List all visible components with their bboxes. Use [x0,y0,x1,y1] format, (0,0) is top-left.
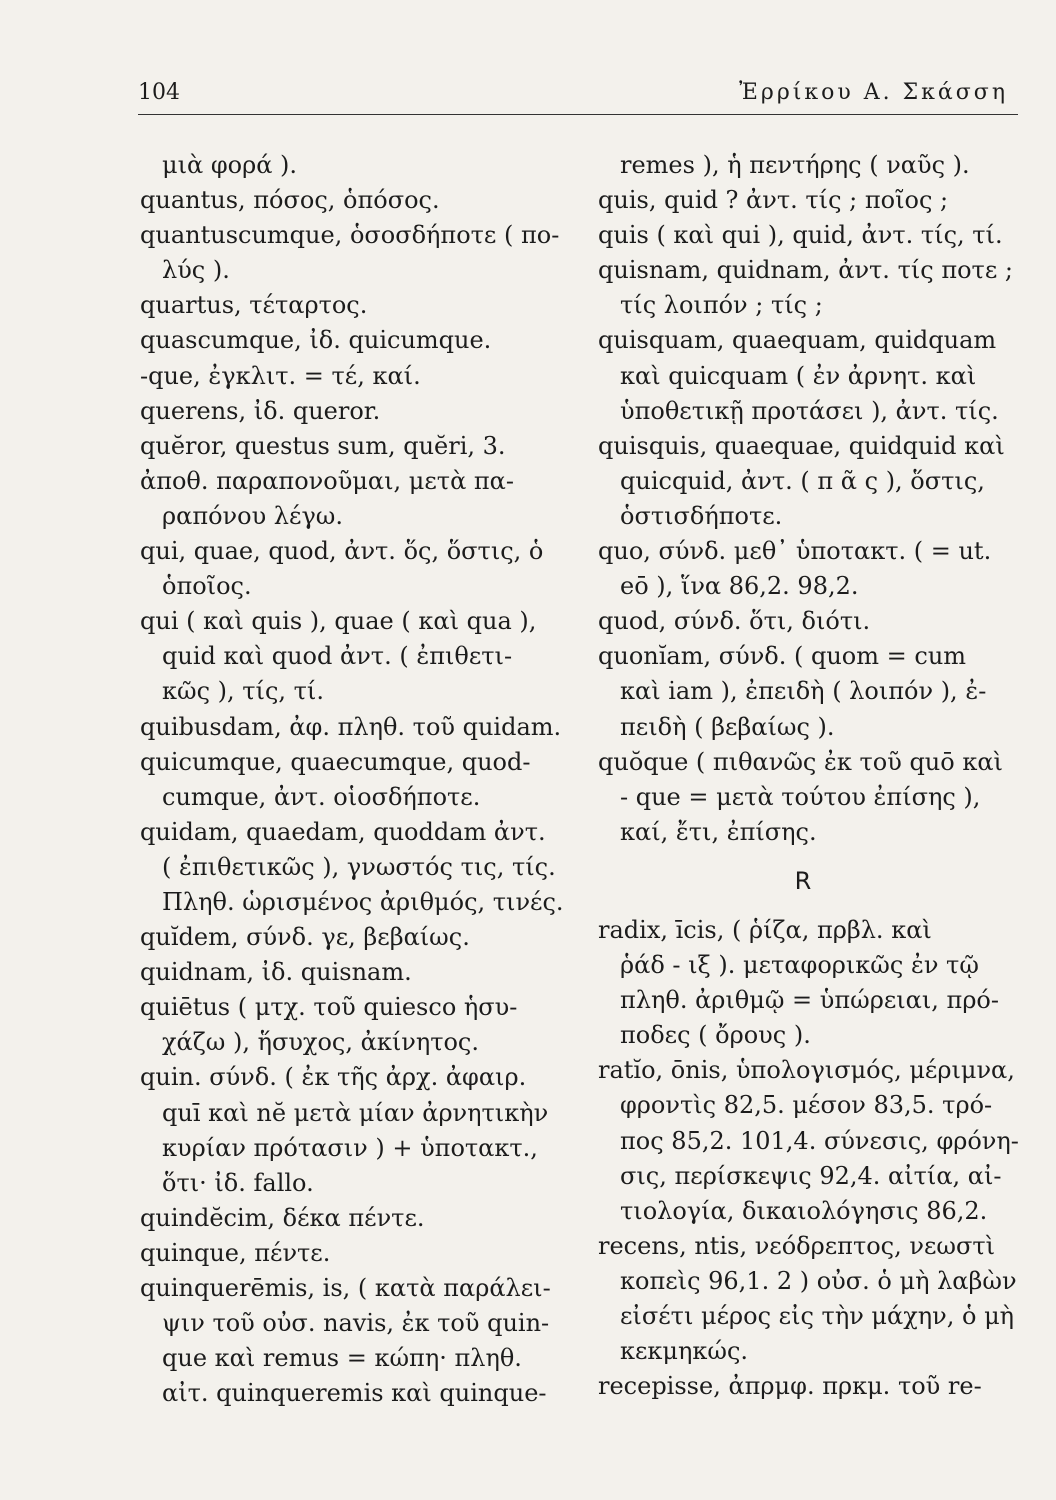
dictionary-line: καὶ quicquam ( ἐν ἀρνητ. καὶ [620,361,977,390]
dictionary-line: κοπεὶς 96,1. 2 ) οὐσ. ὁ μὴ λαβὼν [620,1266,1017,1295]
dictionary-line: quĕror, questus sum, quĕri, 3. [140,431,506,460]
dictionary-line: Πληθ. ὡρισμένος ἀριθμός, τινές. [162,887,564,916]
right-column-entries-q [598,148,1028,850]
dictionary-line: αἰτ. quinqueremis καὶ quinque- [162,1379,547,1408]
dictionary-line: quo, σύνδ. μεθ᾽ ὑποτακτ. ( = ut. [598,537,992,566]
dictionary-line: ( ἐπιθετικῶς ), γνωστός τις, τίς. [162,852,556,881]
dictionary-line: quin. σύνδ. ( ἐκ τῆς ἀρχ. ἀφαιρ. [140,1063,527,1092]
dictionary-line: recepisse, ἀπρμφ. πρκμ. τοῦ re- [598,1372,982,1401]
dictionary-line: qui, quae, quod, ἀντ. ὅς, ὅστις, ὁ [140,537,544,566]
dictionary-line: τίς λοιπόν ; τίς ; [620,291,823,320]
dictionary-line: - que = μετὰ τούτου ἐπίσης ), [620,782,981,811]
dictionary-line: quicquid, ἀντ. ( π ᾶ ς ), ὅστις, [620,466,985,495]
dictionary-line: ὑποθετικῇ προτάσει ), ἀντ. τίς. [620,396,999,425]
dictionary-line: quĭdem, σύνδ. γε, βεβαίως. [140,923,470,952]
dictionary-line: ὁστισδήποτε. [620,501,783,530]
dictionary-line: quisquam, quaequam, quidquam [598,326,997,355]
dictionary-line: quŏque ( πιθανῶς ἐκ τοῦ quō καὶ [598,747,1003,776]
page-number: 104 [138,80,180,105]
header-rule [138,114,1018,115]
dictionary-line: quicumque, quaecumque, quod- [140,747,531,776]
dictionary-line: φροντὶς 82,5. μέσον 83,5. τρό- [620,1091,993,1120]
dictionary-line: quantuscumque, ὁσοσδήποτε ( πο- [140,221,560,250]
dictionary-line: quis ( καὶ qui ), quid, ἀντ. τίς, τί. [598,221,1003,250]
dictionary-line: quartus, τέταρτος. [140,291,368,320]
dictionary-line: τιολογία, δικαιολόγησις 86,2. [620,1196,988,1225]
dictionary-line: recens, ntis, νεόδρεπτος, νεωστὶ [598,1231,996,1260]
dictionary-line: radix, īcis, ( ῥίζα, πρβλ. καὶ [598,915,932,944]
right-column-entries-r [598,913,1028,1404]
dictionary-line: -que, ἐγκλιτ. = τέ, καί. [140,361,421,390]
dictionary-line: ποδες ( ὄρους ). [620,1021,811,1050]
dictionary-line: ὅτι· ἰδ. fallo. [162,1168,314,1197]
dictionary-line: quid καὶ quod ἀντ. ( ἐπιθετι- [162,642,513,671]
dictionary-line: quantus, πόσος, ὁπόσος. [140,186,440,215]
dictionary-line: quī καὶ nĕ μετὰ μίαν ἀρνητικὴν [162,1098,549,1127]
dictionary-line: quiētus ( μτχ. τοῦ quiesco ἡσυ- [140,993,518,1022]
dictionary-line: quidnam, ἰδ. quisnam. [140,958,412,987]
dictionary-line: quibusdam, ἀφ. πληθ. τοῦ quidam. [140,712,562,741]
dictionary-line: σις, περίσκεψις 92,4. αἰτία, αἰ- [620,1161,1002,1190]
dictionary-line: ἀποθ. παραπονοῦμαι, μετὰ πα- [140,466,514,495]
dictionary-line: que καὶ remus = κώπη· πληθ. [162,1344,522,1373]
dictionary-line: querens, ἰδ. queror. [140,396,381,425]
dictionary-line: χάζω ), ἥσυχος, ἀκίνητος. [162,1028,480,1057]
dictionary-line: ραπόνου λέγω. [162,501,343,530]
dictionary-line: qui ( καὶ quis ), quae ( καὶ qua ), [140,607,537,636]
dictionary-line: quinquerēmis, is, ( κατὰ παράλει- [140,1274,551,1302]
page-header [138,76,1018,108]
dictionary-line: quinque, πέντε. [140,1238,331,1267]
dictionary-line: πος 85,2. 101,4. σύνεσις, φρόνη- [620,1126,1019,1155]
right-column [598,148,1028,1404]
dictionary-line: κῶς ), τίς, τί. [162,677,324,706]
left-column [140,148,570,1411]
section-letter: R [794,866,812,895]
dictionary-line: εἰσέτι μέρος εἰς τὴν μάχην, ὁ μὴ [620,1302,1015,1330]
dictionary-line: quindĕcim, δέκα πέντε. [140,1203,425,1232]
dictionary-line: πειδὴ ( βεβαίως ). [620,712,835,741]
dictionary-line: quidam, quaedam, quoddam ἀντ. [140,817,546,846]
dictionary-line: eō ), ἵνα 86,2. 98,2. [620,572,859,601]
dictionary-line: ratĭo, ōnis, ὑπολογισμός, μέριμνα, [598,1056,1015,1085]
dictionary-line: quisnam, quidnam, ἀντ. τίς ποτε ; [598,256,1013,285]
dictionary-line: λύς ). [162,256,230,285]
dictionary-line: καὶ iam ), ἐπειδὴ ( λοιπόν ), ἐ- [620,677,987,706]
dictionary-line: καί, ἔτι, ἐπίσης. [620,817,817,846]
dictionary-line: quonĭam, σύνδ. ( quom = cum [598,642,967,671]
dictionary-line: ὁποῖος. [162,572,252,601]
dictionary-line: quis, quid ? ἀντ. τίς ; ποῖος ; [598,186,949,215]
dictionary-line: πληθ. ἀριθμῷ = ὑπώρειαι, πρό- [620,986,999,1015]
dictionary-line: κυρίαν πρότασιν ) + ὑποτακτ., [162,1133,538,1162]
dictionary-line: μιὰ φορά ). [162,151,298,179]
dictionary-line: quod, σύνδ. ὅτι, διότι. [598,607,871,636]
dictionary-line: quascumque, ἰδ. quicumque. [140,326,492,355]
dictionary-line: cumque, ἀντ. οἱοσδήποτε. [162,782,481,811]
dictionary-line: ῥάδ - ιξ ). μεταφορικῶς ἐν τῷ [620,951,979,980]
dictionary-line: ψιν τοῦ οὐσ. navis, ἐκ τοῦ quin- [162,1309,550,1338]
running-head: Ἐρρίκου Α. Σκάσση [739,80,1008,105]
dictionary-line: remes ), ἡ πεντήρης ( ναῦς ). [620,151,970,179]
dictionary-line: κεκμηκώς. [620,1337,749,1366]
dictionary-line: quisquis, quaequae, quidquid καὶ [598,431,1005,460]
